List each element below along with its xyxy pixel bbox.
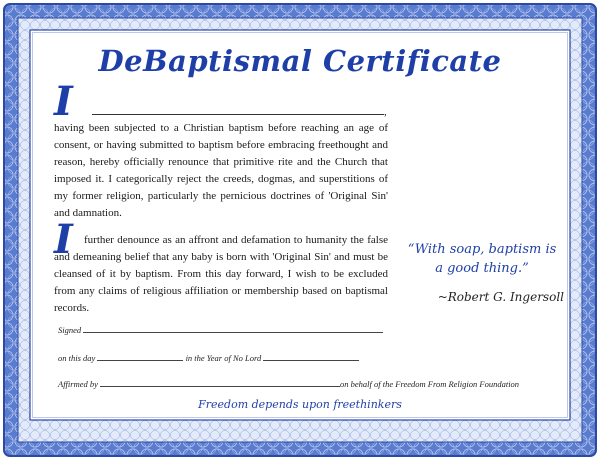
dropcap-first: I: [54, 78, 73, 125]
name-line: [92, 106, 387, 118]
name-comma: ,: [384, 106, 387, 118]
renunciation-paragraph: having been subjected to a Christian baptism before reaching an age of consent, or having submitted to baptism before embracing freethought and reason, hereby officially renounce that primitive rite and the Church that imposed it. I categorically reject the creeds, dogmas, and superstitions of my former religion, particularly the pernicious doctrines of 'Original Sin' and damnation.: [54, 122, 388, 219]
dropcap-second: I: [54, 216, 73, 263]
on-this-day-label: on this day: [58, 353, 96, 363]
affirmed-label: Affirmed by: [58, 379, 98, 389]
signed-label: Signed: [58, 325, 82, 335]
day-blank[interactable]: [97, 352, 183, 361]
year-blank[interactable]: [263, 352, 359, 361]
ingersoll-quote: “With soap, baptism is a good thing.”: [407, 242, 557, 276]
year-label: in the Year of No Lord: [185, 353, 262, 363]
date-row: [58, 352, 359, 363]
certificate-body: [34, 34, 566, 416]
affirmed-blank[interactable]: [100, 378, 340, 387]
signature-blank[interactable]: [83, 324, 383, 333]
denouncement-paragraph: further denounce as an affront and defamation to humanity the false and demeaning belief that any baby is born with 'Original Sin' and must be cleansed of it by baptism. From this day forward, I wish to be excluded from any claims of religious affiliation or membership based on baptismal records.: [54, 234, 388, 314]
behalf-label: on behalf of the Freedom From Religion Foundation: [340, 379, 520, 389]
footer-motto: Freedom depends upon freethinkers: [198, 398, 402, 411]
certificate-title: DeBaptismal Certificate: [98, 44, 502, 78]
quote-author: ~Robert G. Ingersoll: [437, 290, 564, 304]
name-blank[interactable]: [92, 113, 384, 115]
signed-row: [58, 324, 383, 335]
affirmed-row: [58, 378, 519, 389]
